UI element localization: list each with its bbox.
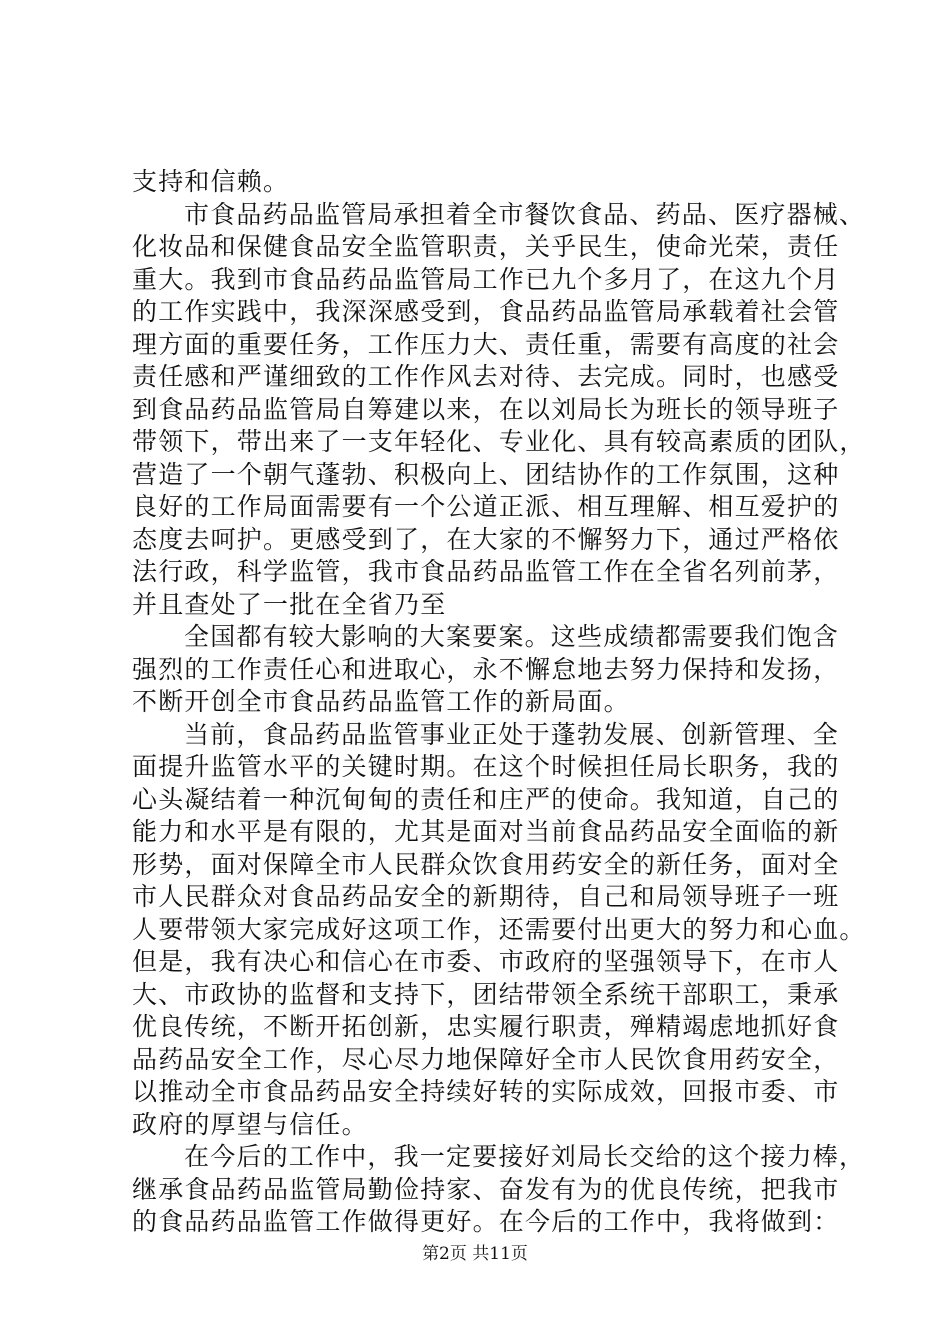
text-line: 以推动全市食品药品安全持续好转的实际成效，回报市委、市 [132,1077,840,1106]
text-line: 支持和信赖。 [132,167,290,196]
text-line: 优良传统，不断开拓创新，忠实履行职责，殚精竭虑地抓好食 [132,1012,840,1041]
text-line: 面提升监管水平的关键时期。在这个时候担任局长职务，我的 [132,752,840,781]
text-line: 政府的厚望与信任。 [132,1109,368,1139]
text-line: 的工作实践中，我深深感受到，食品药品监管局承载着社会管 [132,297,840,326]
text-line: 法行政，科学监管，我市食品药品监管工作在全省名列前茅， [132,557,840,586]
text-line: 化妆品和保健食品安全监管职责，关乎民生，使命光荣，责任 [132,232,840,261]
page-number-footer: 第2页 共11页 [422,1244,528,1264]
text-line: 的食品药品监管工作做得更好。在今后的工作中，我将做到： [132,1207,840,1236]
text-line: 品药品安全工作，尽心尽力地保障好全市人民饮食用药安全， [132,1044,840,1074]
text-line: 继承食品药品监管局勤俭持家、奋发有为的优良传统，把我市 [132,1174,840,1204]
text-line: 市食品药品监管局承担着全市餐饮食品、药品、医疗器械、 [184,199,866,229]
text-line: 大、市政协的监督和支持下，团结带领全系统干部职工，秉承 [132,979,840,1009]
text-line: 能力和水平是有限的，尤其是面对当前食品药品安全面临的新 [132,817,840,846]
text-line: 责任感和严谨细致的工作作风去对待、去完成。同时，也感受 [132,362,840,391]
text-line: 当前，食品药品监管事业正处于蓬勃发展、创新管理、全 [184,719,840,749]
text-line: 态度去呵护。更感受到了，在大家的不懈努力下，通过严格依 [132,524,840,554]
text-line: 形势，面对保障全市人民群众饮食用药安全的新任务，面对全 [132,849,840,879]
text-line: 心头凝结着一种沉甸甸的责任和庄严的使命。我知道，自己的 [132,784,840,814]
text-line: 但是，我有决心和信心在市委、市政府的坚强领导下，在市人 [132,947,840,976]
text-line: 并且查处了一批在全省乃至 [132,589,447,619]
text-line: 重大。我到市食品药品监管局工作已九个多月了，在这九个月 [132,264,840,294]
text-line: 强烈的工作责任心和进取心，永不懈怠地去努力保持和发扬， [132,654,840,684]
text-line: 不断开创全市食品药品监管工作的新局面。 [132,687,630,716]
text-line: 人要带领大家完成好这项工作，还需要付出更大的努力和心血。 [132,914,866,944]
text-line: 在今后的工作中，我一定要接好刘局长交给的这个接力棒， [184,1142,866,1171]
text-line: 良好的工作局面需要有一个公道正派、相互理解、相互爱护的 [132,492,840,521]
text-line: 带领下，带出来了一支年轻化、专业化、具有较高素质的团队， [132,427,866,456]
text-line: 营造了一个朝气蓬勃、积极向上、团结协作的工作氛围，这种 [132,459,840,489]
text-line: 全国都有较大影响的大案要案。这些成绩都需要我们饱含 [184,622,840,651]
body-text [132,166,866,1239]
text-line: 到食品药品监管局自筹建以来，在以刘局长为班长的领导班子 [132,394,840,424]
text-line: 理方面的重要任务，工作压力大、责任重，需要有高度的社会 [132,329,840,359]
text-line: 市人民群众对食品药品安全的新期待，自己和局领导班子一班 [132,882,840,911]
